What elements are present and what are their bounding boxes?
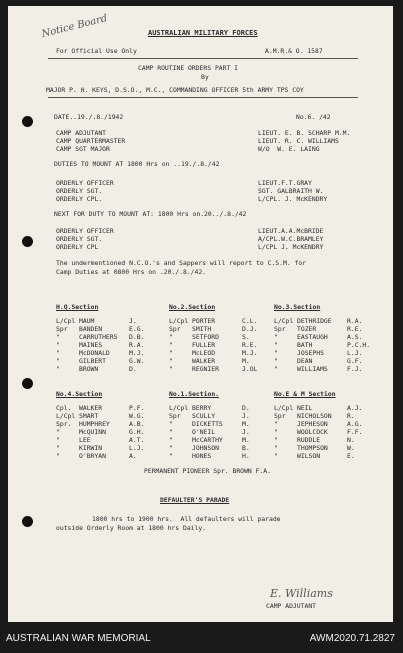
member-name: McQUINN <box>79 428 106 436</box>
member-rank: " <box>56 357 60 365</box>
defaulters-line-1: 1800 hrs to 1900 hrs. All defaulters will parade <box>92 515 281 523</box>
member-name: O'BRYAN <box>79 452 106 460</box>
member-rank: " <box>169 341 173 349</box>
duty-name: LIEUT.F.T.GRAY <box>258 179 312 187</box>
member-initials: A. <box>129 452 137 460</box>
divider <box>48 58 358 59</box>
document-title: AUSTRALIAN MILITARY FORCES <box>148 29 258 37</box>
section-heading: No.1.Section. <box>169 390 220 398</box>
member-name: MAINES <box>79 341 103 349</box>
next-duty-line: NEXT FOR DUTY TO MOUNT AT: 1800 Hrs on.20../.8./42 <box>54 210 247 218</box>
member-initials: B. <box>242 444 250 452</box>
report-line-1: The undermentioned N.C.O.'s and Sappers will report to C.S.M. for <box>56 259 307 267</box>
section-heading: No.4.Section <box>56 390 103 398</box>
member-initials: R.E. <box>347 325 363 333</box>
member-name: MAUM <box>79 317 95 325</box>
member-initials: M.J. <box>129 349 145 357</box>
member-initials: G.H. <box>129 428 145 436</box>
duty-role: CAMP ADJUTANT <box>56 129 107 137</box>
member-initials: R.E. <box>242 341 258 349</box>
member-rank: " <box>169 420 173 428</box>
member-name: JOHNSON <box>192 444 219 452</box>
member-name: WALKER <box>192 357 216 365</box>
section-heading: No.E & M Section <box>274 390 336 398</box>
duty-role: ORDERLY CPL. <box>56 195 103 203</box>
orders-heading: CAMP ROUTINE ORDERS PART I <box>138 64 239 72</box>
member-initials: J.OL <box>242 365 258 373</box>
duty-role: CAMP SGT MAJOR <box>56 145 110 153</box>
member-initials: M.J. <box>242 349 258 357</box>
signature-role: CAMP ADJUTANT <box>266 602 317 610</box>
member-initials: J. <box>242 428 250 436</box>
member-name: SCULLY <box>192 412 216 420</box>
member-name: BANDEN <box>79 325 103 333</box>
member-rank: " <box>56 333 60 341</box>
duty-name: L/CPL J. McKENDRY <box>258 243 324 251</box>
footer-bar <box>0 622 403 653</box>
punch-hole <box>22 516 33 527</box>
member-initials: L.J. <box>347 349 363 357</box>
member-rank: " <box>56 349 60 357</box>
member-rank: " <box>274 436 278 444</box>
duty-name: LIEUT. R. C. WILLIAMS <box>258 137 339 145</box>
punch-hole <box>22 236 33 247</box>
member-rank: " <box>169 436 173 444</box>
member-rank: Spr. <box>56 420 72 428</box>
order-number: No.6. /42 <box>296 113 331 121</box>
member-rank: " <box>169 365 173 373</box>
report-line-2: Camp Duties at 0800 Hrs on .20./.8./42. <box>56 268 207 276</box>
member-name: DETHRIDGE <box>297 317 332 325</box>
member-initials: J. <box>129 317 137 325</box>
member-initials: L.J. <box>129 444 145 452</box>
member-rank: " <box>274 428 278 436</box>
member-rank: " <box>169 349 173 357</box>
member-initials: R.A. <box>129 341 145 349</box>
document-sheet <box>8 6 393 622</box>
duty-name: LIEUT.A.A.McBRIDE <box>258 227 324 235</box>
member-rank: " <box>56 444 60 452</box>
divider <box>48 97 358 98</box>
member-rank: " <box>56 365 60 373</box>
member-name: NICHOLSON <box>297 412 332 420</box>
member-rank: " <box>169 444 173 452</box>
member-rank: Spr <box>274 325 286 333</box>
member-name: THOMPSON <box>297 444 328 452</box>
member-name: NEIL <box>297 404 313 412</box>
member-name: KIRWIN <box>79 444 103 452</box>
member-rank: " <box>274 333 278 341</box>
member-initials: W.G. <box>129 412 145 420</box>
duties-line: DUTIES TO MOUNT AT 1800 Hrs on ..19./.8./42 <box>54 160 220 168</box>
punch-hole <box>22 116 33 127</box>
member-rank: L/Cpl <box>169 317 189 325</box>
member-initials: A.J. <box>347 404 363 412</box>
member-rank: " <box>169 357 173 365</box>
duty-name: A/CPL.W.C.BRAMLEY <box>258 235 324 243</box>
member-initials: A.B. <box>129 420 145 428</box>
member-rank: " <box>56 436 60 444</box>
member-rank: " <box>56 428 60 436</box>
date-line: DATE..19./.8./1942 <box>54 113 124 121</box>
member-rank: " <box>169 428 173 436</box>
member-rank: " <box>274 341 278 349</box>
member-name: SMART <box>79 412 99 420</box>
footer-institution: AUSTRALIAN WAR MEMORIAL <box>6 633 151 644</box>
footer-accession: AWM2020.71.2827 <box>309 633 395 644</box>
member-name: CARRUTHERS <box>79 333 118 341</box>
duty-role: ORDERLY OFFICER <box>56 227 114 235</box>
duty-name: L/CPL. J. McKENDRY <box>258 195 328 203</box>
member-name: BROWN <box>79 365 99 373</box>
member-name: DICKETTS <box>192 420 223 428</box>
member-rank: Spr <box>169 412 181 420</box>
commander-line: MAJOR P. H. KEYS, D.S.O., M.C., COMMANDING OFFICER 5th ARMY TPS COY <box>46 86 304 94</box>
member-initials: D. <box>129 365 137 373</box>
member-rank: Spr <box>56 325 68 333</box>
member-initials: M. <box>242 420 250 428</box>
duty-role: ORDERLY SGT. <box>56 187 103 195</box>
member-initials: P.C.H. <box>347 341 371 349</box>
member-initials: S. <box>242 333 250 341</box>
handwritten-note: Notice Board <box>40 13 109 40</box>
member-name: McCARTHY <box>192 436 223 444</box>
member-name: TOZER <box>297 325 317 333</box>
member-initials: A.T. <box>129 436 145 444</box>
member-initials: R. <box>347 412 355 420</box>
member-name: HONES <box>192 452 212 460</box>
member-name: REGNIER <box>192 365 219 373</box>
member-initials: A.G. <box>347 420 363 428</box>
member-rank: " <box>274 452 278 460</box>
section-heading: No.2.Section <box>169 303 216 311</box>
member-initials: F.J. <box>347 365 363 373</box>
member-initials: G.F. <box>347 357 363 365</box>
punch-hole <box>22 378 33 389</box>
member-rank: L/Cpl <box>56 412 76 420</box>
section-heading: H.Q.Section <box>56 303 99 311</box>
member-name: RUDDLE <box>297 436 321 444</box>
member-initials: H. <box>242 452 250 460</box>
member-name: SMITH <box>192 325 212 333</box>
member-initials: D. <box>242 404 250 412</box>
duty-role: ORDERLY CPL <box>56 243 99 251</box>
member-rank: " <box>169 452 173 460</box>
duty-name: LIEUT. E. B. SCHARP M.M. <box>258 129 351 137</box>
member-name: PORTER <box>192 317 216 325</box>
member-initials: R.A. <box>347 317 363 325</box>
member-rank: L/Cpl <box>274 404 294 412</box>
member-name: LEE <box>79 436 91 444</box>
member-initials: F.F. <box>347 428 363 436</box>
section-heading: No.3.Section <box>274 303 321 311</box>
member-name: HUMPHREY <box>79 420 110 428</box>
member-rank: Spr <box>274 412 286 420</box>
duty-role: CAMP QUARTERMASTER <box>56 137 126 145</box>
member-rank: L/Cpl <box>169 404 189 412</box>
member-rank: L/Cpl <box>56 317 76 325</box>
member-name: McDONALD <box>79 349 110 357</box>
member-rank: " <box>274 420 278 428</box>
member-initials: D.B. <box>129 333 145 341</box>
defaulters-line-2: outside Orderly Room at 1800 hrs Daily. <box>56 524 207 532</box>
member-initials: D.J. <box>242 325 258 333</box>
member-name: GILBERT <box>79 357 106 365</box>
member-name: O'NEIL <box>192 428 216 436</box>
member-name: DEAN <box>297 357 313 365</box>
member-name: SETFORD <box>192 333 219 341</box>
member-name: WOOLCOCK <box>297 428 328 436</box>
member-initials: N. <box>347 436 355 444</box>
member-initials: C.L. <box>242 317 258 325</box>
member-initials: W. <box>347 444 355 452</box>
member-rank: Cpl. <box>56 404 72 412</box>
member-initials: J. <box>242 412 250 420</box>
official-use-label: For Official Use Only <box>56 47 137 55</box>
member-initials: P.F. <box>129 404 145 412</box>
permanent-pioneer: PERMANENT PIONEER Spr. BROWN F.A. <box>144 467 271 475</box>
form-reference: A.M.R.& O. 1587 <box>265 47 323 55</box>
member-name: WILLIAMS <box>297 365 328 373</box>
member-name: BATH <box>297 341 313 349</box>
member-initials: G.W. <box>129 357 145 365</box>
member-name: FULLER <box>192 341 216 349</box>
member-rank: " <box>274 365 278 373</box>
member-name: JEPHESON <box>297 420 328 428</box>
member-rank: Spr <box>169 325 181 333</box>
member-initials: E. <box>347 452 355 460</box>
member-initials: M. <box>242 357 250 365</box>
duty-name: W/O W. E. LAING <box>258 145 320 153</box>
duty-role: ORDERLY SGT. <box>56 235 103 243</box>
signature: E. Williams <box>270 587 333 600</box>
member-name: McLEOD <box>192 349 216 357</box>
member-initials: A.S. <box>347 333 363 341</box>
member-name: WILSON <box>297 452 321 460</box>
defaulters-heading: DEFAULTER'S PARADE <box>160 496 230 504</box>
member-name: WALKER <box>79 404 103 412</box>
member-rank: " <box>56 341 60 349</box>
member-rank: " <box>56 452 60 460</box>
duty-name: SGT. GALBRAITH W. <box>258 187 324 195</box>
member-name: BERRY <box>192 404 212 412</box>
duty-role: ORDERLY OFFICER <box>56 179 114 187</box>
member-initials: E.G. <box>129 325 145 333</box>
member-rank: " <box>169 333 173 341</box>
member-rank: " <box>274 444 278 452</box>
member-initials: M. <box>242 436 250 444</box>
member-rank: " <box>274 349 278 357</box>
member-rank: " <box>274 357 278 365</box>
member-name: JOSEPHS <box>297 349 324 357</box>
by-label: By <box>201 73 209 81</box>
member-rank: L/Cpl <box>274 317 294 325</box>
member-name: EASTAUGH <box>297 333 328 341</box>
